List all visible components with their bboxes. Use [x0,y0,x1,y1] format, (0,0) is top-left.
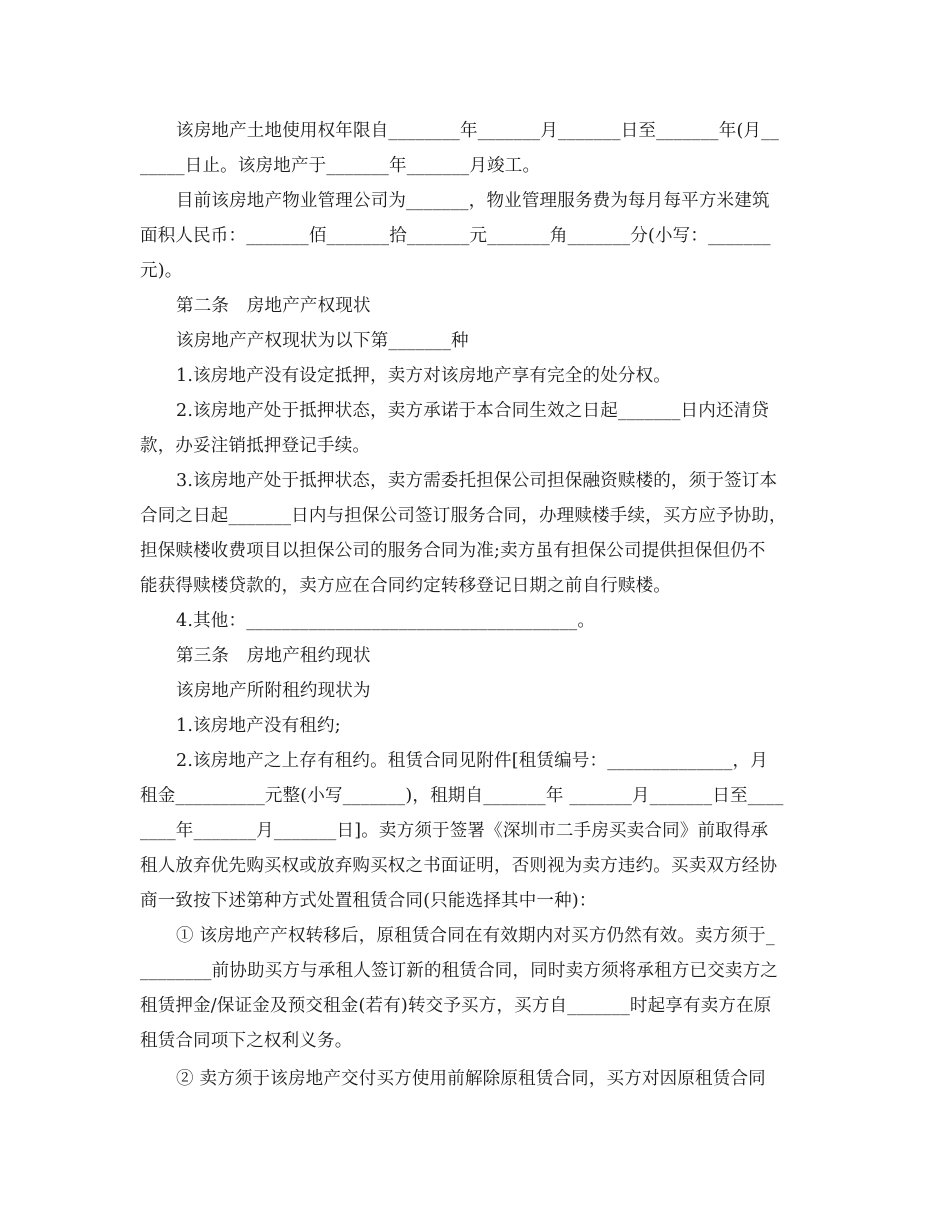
text-line: 款，办妥注销抵押登记手续。 [140,436,371,456]
text-line: 该房地产所附租约现状为 [176,681,371,701]
text-line: 合同之日起_______日内与担保公司签订服务合同，办理赎楼手续，买方应予协助， [140,506,787,526]
text-line: ① 该房地产产权转移后，原租赁合同在有效期内对买方仍然有效。卖方须于_ [176,926,775,946]
text-line: 面积人民币：_______佰_______拾_______元_______角_______分(小写：_______ [140,226,771,246]
text-line: 3.该房地产处于抵押状态，卖方需委托担保公司担保融资赎楼的，须于签订本 [176,471,778,491]
text-line: 能获得赎楼贷款的，卖方应在合同约定转移登记日期之前自行赎楼。 [140,576,671,596]
section-heading: 第二条 房地产产权现状 [176,296,371,316]
text-line: 商一致按下述第种方式处置租赁合同(只能选择其中一种)： [140,891,597,911]
text-line: ____年_______月_______日]。卖方须于签署《深圳市二手房买卖合同》前取得承 [140,821,769,841]
text-line: _____日止。该房地产于_______年_______月竣工。 [140,156,541,176]
text-line: 担保赎楼收费项目以担保公司的服务合同为准;卖方虽有担保公司提供担保但仍不 [140,541,766,561]
text-line: 该房地产产权现状为以下第_______种 [176,331,469,351]
text-line: ________前协助买方与承租人签订新的租赁合同，同时卖方须将承租方已交卖方之 [140,961,778,981]
text-line: 2.该房地产处于抵押状态，卖方承诺于本合同生效之日起_______日内还清贷 [176,401,770,421]
text-line: 4.其他：_____________________________________。 [176,611,596,631]
text-line: 目前该房地产物业管理公司为_______，物业管理服务费为每月每平方米建筑 [176,191,770,211]
text-line: 该房地产土地使用权年限自________年_______月_______日至_______年(月__ [176,121,780,141]
text-line: ② 卖方须于该房地产交付买方使用前解除原租赁合同，买方对因原租赁合同 [176,1069,766,1089]
text-line: 1.该房地产没有租约; [176,716,341,736]
text-line: 租人放弃优先购买权或放弃购买权之书面证明，否则视为卖方违约。买卖双方经协 [140,856,778,876]
text-line: 元)。 [140,261,183,281]
text-line: 租赁押金/保证金及预交租金(若有)转交予买方，买方自_______时起享有卖方在原 [140,996,772,1016]
text-line: 租赁合同项下之权利义务。 [140,1031,353,1051]
section-heading: 第三条 房地产租约现状 [176,646,371,666]
text-line: 租金__________元整(小写_______)，租期自_______年 _______月_______日至____ [140,786,784,806]
text-line: 2.该房地产之上存有租约。租赁合同见附件[租赁编号：______________，月 [176,751,768,771]
text-line: 1.该房地产没有设定抵押，卖方对该房地产享有完全的处分权。 [176,366,671,386]
